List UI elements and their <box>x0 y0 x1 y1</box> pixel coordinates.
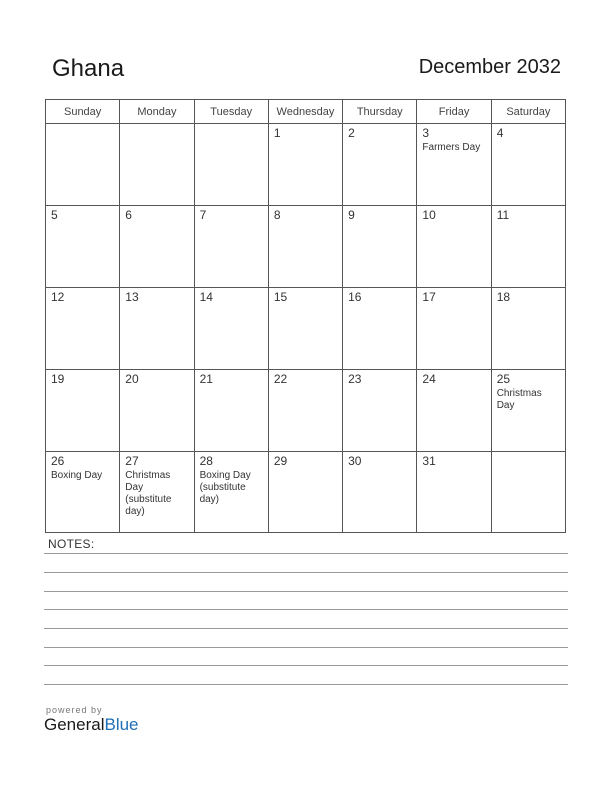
note-line <box>44 684 568 685</box>
day-cell <box>268 370 342 452</box>
weekday-friday: Friday <box>417 100 491 124</box>
day-number: 26 <box>51 454 65 468</box>
day-number: 4 <box>496 126 504 140</box>
brand-name <box>44 715 139 735</box>
day-cell <box>120 206 194 288</box>
day-cell <box>268 206 342 288</box>
day-number: 12 <box>51 290 65 304</box>
day-number: 29 <box>273 454 288 468</box>
day-number: 31 <box>422 454 436 468</box>
day-cell <box>46 206 120 288</box>
day-cell <box>491 288 565 370</box>
day-number: 21 <box>199 372 213 386</box>
day-number: 24 <box>422 372 436 386</box>
day-number: 13 <box>125 290 139 304</box>
brand-name-part2: Blue <box>104 715 139 734</box>
calendar-grid <box>45 99 566 533</box>
day-number: 5 <box>51 208 58 222</box>
weekday-sunday: Sunday <box>46 100 120 124</box>
day-number: 9 <box>348 208 355 222</box>
powered-by-text: powered by <box>46 705 103 715</box>
day-cell <box>343 370 417 452</box>
day-cell <box>417 206 491 288</box>
day-cell <box>120 452 194 533</box>
holiday-label: Christmas Day (substitute day) <box>125 470 172 517</box>
day-cell <box>343 206 417 288</box>
day-number: 27 <box>125 454 139 468</box>
day-number: 18 <box>496 290 511 304</box>
day-cell <box>194 370 268 452</box>
day-number: 11 <box>496 208 510 222</box>
day-cell <box>343 452 417 533</box>
day-cell <box>268 124 342 206</box>
day-number: 14 <box>199 290 213 304</box>
holiday-label: Christmas Day <box>496 388 542 411</box>
holiday-label: Farmers Day <box>422 142 481 153</box>
day-cell <box>491 452 565 533</box>
note-line <box>44 591 568 592</box>
weekday-header-row <box>46 100 566 124</box>
day-number: 22 <box>273 372 288 386</box>
day-cell <box>46 288 120 370</box>
month-year-title: December 2032 <box>418 56 561 78</box>
note-line <box>44 647 568 648</box>
day-cell <box>194 452 268 533</box>
day-number: 3 <box>422 126 430 140</box>
note-line <box>44 553 568 554</box>
day-number: 17 <box>422 290 436 304</box>
day-number: 8 <box>273 208 281 222</box>
day-cell <box>268 452 342 533</box>
day-number: 25 <box>496 372 511 386</box>
notes-label: NOTES: <box>48 537 95 551</box>
day-cell <box>417 452 491 533</box>
day-cell <box>491 370 565 452</box>
day-cell <box>46 124 120 206</box>
weekday-tuesday: Tuesday <box>194 100 268 124</box>
day-number: 1 <box>273 126 281 140</box>
note-line <box>44 609 568 610</box>
day-number: 28 <box>199 454 213 468</box>
day-number: 20 <box>125 372 139 386</box>
day-cell <box>46 370 120 452</box>
brand-logo <box>44 705 139 735</box>
day-number: 2 <box>348 126 355 140</box>
weekday-wednesday: Wednesday <box>268 100 342 124</box>
week-row <box>46 370 566 452</box>
day-number: 7 <box>199 208 207 222</box>
day-number: 10 <box>422 208 436 222</box>
holiday-label: Boxing Day <box>51 470 103 481</box>
day-cell <box>46 452 120 533</box>
holiday-label: Boxing Day (substitute day) <box>199 470 251 505</box>
day-cell <box>343 124 417 206</box>
day-number: 6 <box>125 208 132 222</box>
weekday-monday: Monday <box>120 100 194 124</box>
note-line <box>44 665 568 666</box>
day-number: 30 <box>348 454 362 468</box>
week-row <box>46 206 566 288</box>
day-number: 19 <box>51 372 65 386</box>
country-title: Ghana <box>52 55 125 82</box>
day-cell <box>194 288 268 370</box>
week-row <box>46 124 566 206</box>
brand-name-part1: General <box>44 715 105 734</box>
day-cell <box>194 124 268 206</box>
day-cell <box>343 288 417 370</box>
day-cell <box>417 124 491 206</box>
note-line <box>44 572 568 573</box>
day-number: 23 <box>348 372 362 386</box>
weekday-saturday: Saturday <box>491 100 565 124</box>
note-line <box>44 628 568 629</box>
day-number: 16 <box>348 290 362 304</box>
weekday-thursday: Thursday <box>343 100 417 124</box>
day-cell <box>120 288 194 370</box>
day-cell <box>417 288 491 370</box>
day-cell <box>120 370 194 452</box>
day-cell <box>491 124 565 206</box>
day-number: 15 <box>273 290 288 304</box>
day-cell <box>417 370 491 452</box>
week-row <box>46 288 566 370</box>
day-cell <box>268 288 342 370</box>
week-row <box>46 452 566 533</box>
day-cell <box>491 206 565 288</box>
day-cell <box>120 124 194 206</box>
day-cell <box>194 206 268 288</box>
